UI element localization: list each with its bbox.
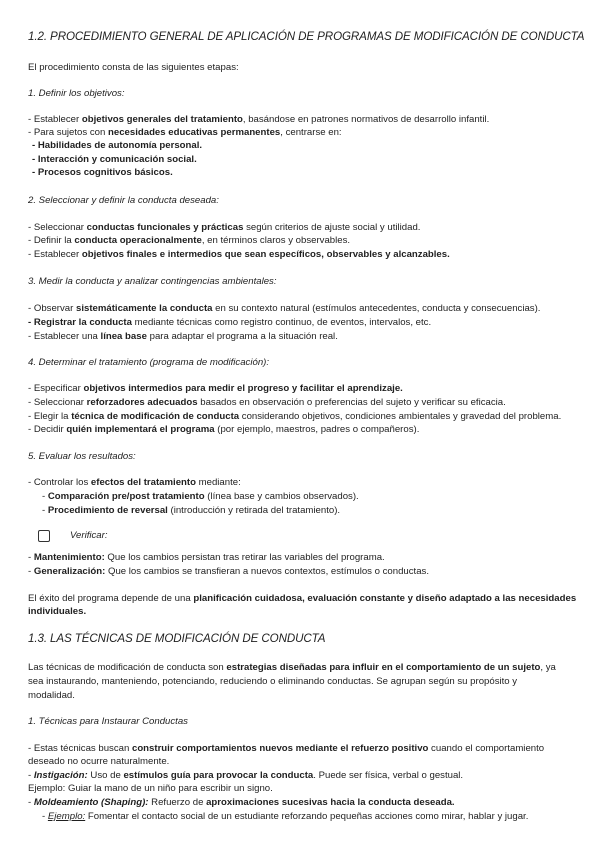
conclusion-line2: individuales. bbox=[28, 606, 87, 617]
step5-item2: - Procedimiento de reversal (introducción y retirada del tratamiento). bbox=[42, 505, 341, 516]
s13-moldeamiento: - Moldeamiento (Shaping): Refuerzo de aproximaciones sucesivas hacia la conducta deseada. bbox=[28, 797, 455, 808]
step5-item1: - Comparación pre/post tratamiento (línea base y cambios observados). bbox=[42, 491, 359, 502]
verify-maintenance: - Mantenimiento: Que los cambios persistan tras retirar las variables del programa. bbox=[28, 552, 385, 563]
step1-line2: - Para sujetos con necesidades educativas permanentes, centrarse en: bbox=[28, 127, 342, 138]
s13-text-line1: - Estas técnicas buscan construir comportamientos nuevos mediante el refuerzo positivo cuando el comportamiento bbox=[28, 743, 545, 754]
step5-heading: 5. Evaluar los resultados: bbox=[28, 451, 136, 462]
step2-line2: - Definir la conducta operacionalmente, en términos claros y observables. bbox=[28, 235, 351, 246]
s13-para-line2: sea instaurando, manteniendo, potenciando, reduciendo o eliminando conductas. Se agrupan según su propósito y bbox=[28, 676, 518, 687]
s13-subheading-1: 1. Técnicas para Instaurar Conductas bbox=[28, 716, 188, 727]
step4-line3: - Elegir la técnica de modificación de conducta considerando objetivos, condiciones ambientales y gravedad del problema. bbox=[28, 411, 562, 422]
intro-text: El procedimiento consta de las siguientes etapas: bbox=[28, 62, 239, 73]
step4-heading: 4. Determinar el tratamiento (programa de modificación): bbox=[28, 357, 270, 368]
step2-line1: - Seleccionar conductas funcionales y prácticas según criterios de ajuste social y utilidad. bbox=[28, 222, 421, 233]
step1-heading: 1. Definir los objetivos: bbox=[28, 88, 125, 99]
verify-label: Verificar: bbox=[70, 530, 108, 541]
step1-item2: - Interacción y comunicación social. bbox=[32, 154, 197, 165]
step3-line3: - Establecer una línea base para adaptar el programa a la situación real. bbox=[28, 331, 338, 342]
section-title-1-2: 1.2. PROCEDIMIENTO GENERAL DE APLICACIÓN DE PROGRAMAS DE MODIFICACIÓN DE CONDUCTA bbox=[28, 30, 585, 43]
step1-line1: - Establecer objetivos generales del tratamiento, basándose en patrones normativos de desarrollo infantil. bbox=[28, 114, 490, 125]
s13-instigacion: - Instigación: Uso de estímulos guía para provocar la conducta. Puede ser física, verbal o gestual. bbox=[28, 770, 464, 781]
step4-line2: - Seleccionar reforzadores adecuados basados en observación o preferencias del sujeto y verificar su eficacia. bbox=[28, 397, 506, 408]
s13-text-line2: deseado no ocurre naturalmente. bbox=[28, 756, 170, 767]
step5-line1: - Controlar los efectos del tratamiento mediante: bbox=[28, 477, 241, 488]
step2-heading: 2. Seleccionar y definir la conducta deseada: bbox=[28, 195, 219, 206]
step1-item1: - Habilidades de autonomía personal. bbox=[32, 140, 203, 151]
step4-line4: - Decidir quién implementará el programa (por ejemplo, maestros, padres o compañeros). bbox=[28, 424, 420, 435]
step3-heading: 3. Medir la conducta y analizar contingencias ambientales: bbox=[28, 276, 277, 287]
step4-line1: - Especificar objetivos intermedios para medir el progreso y facilitar el aprendizaje. bbox=[28, 383, 403, 394]
section-title-1-3: 1.3. LAS TÉCNICAS DE MODIFICACIÓN DE CONDUCTA bbox=[28, 632, 326, 645]
conclusion-line1: El éxito del programa depende de una planificación cuidadosa, evaluación constante y diseño adaptado a las necesidades bbox=[28, 593, 577, 604]
step2-line3: - Establecer objetivos finales e intermedios que sean específicos, observables y alcanzables. bbox=[28, 249, 450, 260]
s13-para-line3: modalidad. bbox=[28, 690, 75, 701]
step3-line1: - Observar sistemáticamente la conducta en su contexto natural (estímulos antecedentes, conducta y consecuencias). bbox=[28, 303, 541, 314]
verify-generalization: - Generalización: Que los cambios se transfieran a nuevos contextos, estímulos o conductas. bbox=[28, 566, 430, 577]
s13-para-line1: Las técnicas de modificación de conducta son estrategias diseñadas para influir en el comportamiento de un sujeto, ya bbox=[28, 662, 556, 673]
s13-instigacion-example: Ejemplo: Guiar la mano de un niño para escribir un signo. bbox=[28, 783, 273, 794]
step1-item3: - Procesos cognitivos básicos. bbox=[32, 167, 173, 178]
verify-checkbox[interactable] bbox=[38, 530, 50, 542]
step3-line2: - Registrar la conducta mediante técnicas como registro continuo, de eventos, intervalos, etc. bbox=[28, 317, 432, 328]
s13-moldeamiento-example: - Ejemplo: Fomentar el contacto social de un estudiante reforzando pequeñas acciones como mirar, hablar y jugar. bbox=[42, 811, 529, 822]
